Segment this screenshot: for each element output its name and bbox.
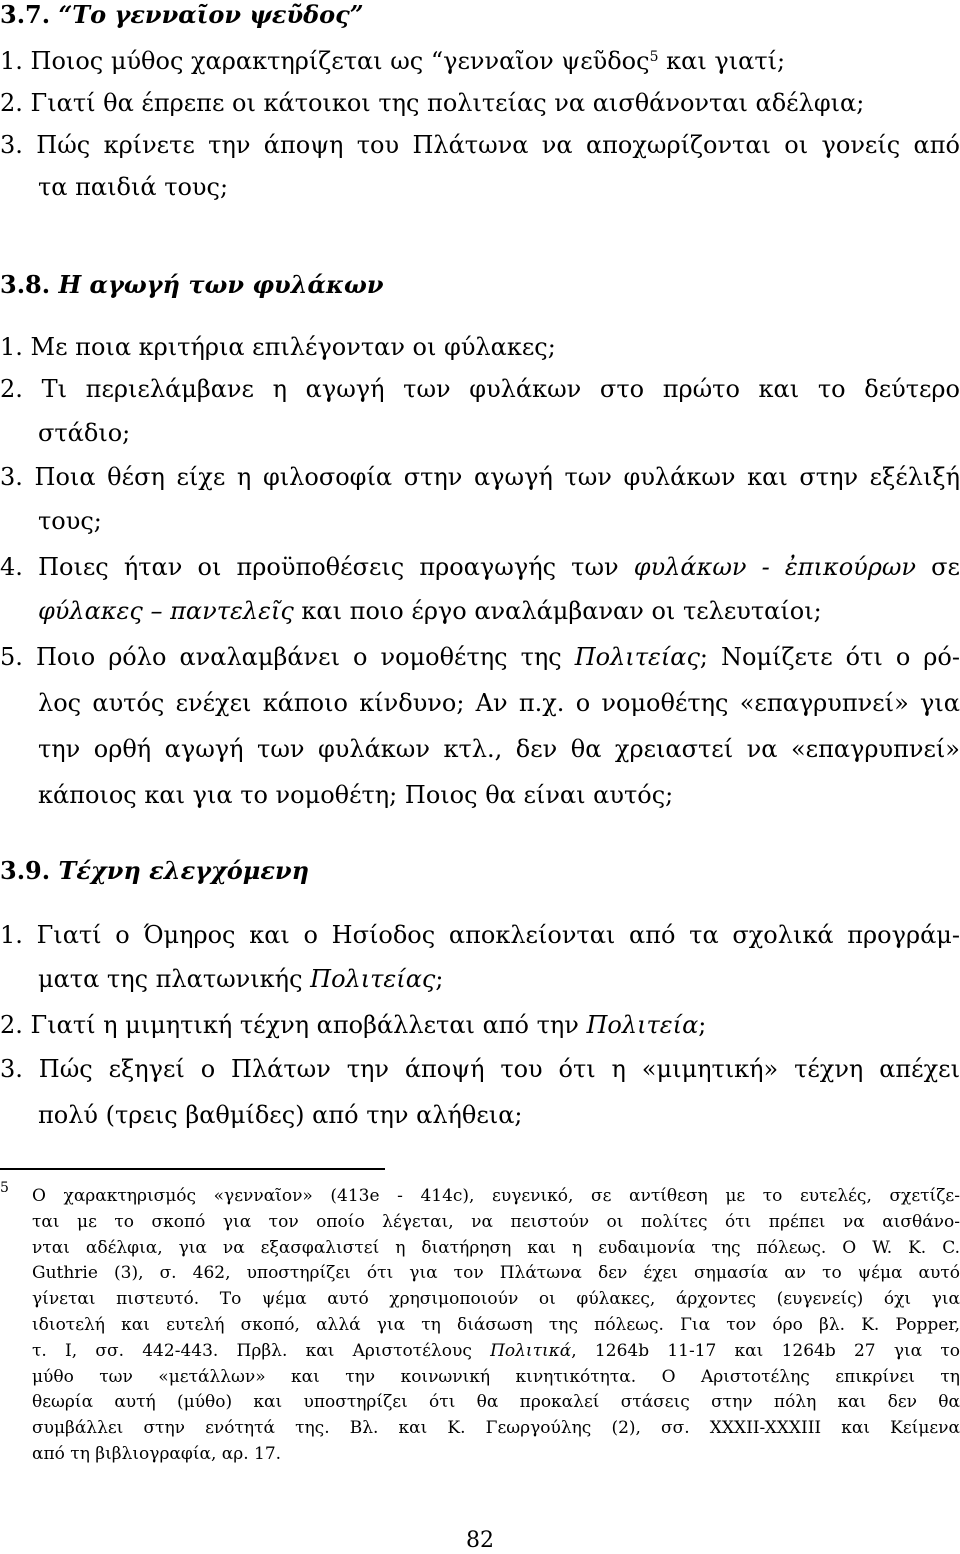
page-number: 82 — [466, 1528, 494, 1553]
question-3-8-5-line4: κάποιος και για το νομοθέτη; Ποιος θα είναι αυτός; — [38, 781, 674, 809]
question-3-7-3: 3. Πώς κρίνετε την άποψη του Πλάτωνα να αποχωρίζονται οι γονείς από — [0, 131, 960, 159]
section-title: “Το γενναῖον ψεῦδος” — [58, 0, 364, 29]
question-3-8-3: 3. Ποια θέση είχε η φιλοσοφία στην αγωγή των φυλάκων και στην εξέλιξή — [0, 463, 960, 491]
question-3-7-2: 2. Γιατί θα έπρεπε οι κάτοικοι της πολιτείας να αισθάνονται αδέλφια; — [0, 89, 865, 117]
question-3-8-5-line2: λος αυτός ενέχει κάποιο κίνδυνο; Αν π.χ. ο νομοθέτης «επαγρυπνεί» για — [38, 689, 960, 717]
footnote-line-7: τ. I, σσ. 442-443. Πρβλ. και Αριστοτέλους Πολιτικά, 1264b 11-17 και 1264b 27 για το — [32, 1340, 960, 1361]
question-3-7-1: 1. Ποιος μύθος χαρακτηρίζεται ως “γενναῖον ψεῦδος$^5$ και γιατί; — [0, 47, 786, 75]
question-3-8-1: 1. Με ποια κριτήρια επιλέγονταν οι φύλακες; — [0, 333, 556, 361]
footnote-ref: 5 — [649, 49, 659, 65]
footnote: Ο χαρακτηρισμός «γενναῖον» (413e - 414c), ευγενικό, σε αντίθεση με το ευτελές, σχετίζε- ται με το σκοπό για τον οποίο λέγεται, να πειστούν οι πολίτες ότι πρέπει να αισθάνο- νται αδέλφια, για να εξασφαλιστεί η διατήρηση και η ευδαιμονία της πόλεως. Ο W. K. C. Guthrie (3), σ. 462, υποστηρίζει ότι για τον Πλάτωνα δεν έχει σημασία αν το ψέμα αυτό γίνεται πιστευτό. Το ψέμα αυτό χρησιμοποιούν οι φύλακες, άρχοντες (ευγενείς) όχι για ιδιοτελή και ευτελή σκοπό, αλλά για τη διάσωση της πόλεως. Για τον όρο βλ. K. Popper, τ. I, σσ. 442-443. Πρβλ. και Αριστοτέλους Πολιτικά, 1264b 11-17 και 1264b 27 για το μύθο των «μετάλλων» και την κοινωνική κινητικότητα. Ο Αριστοτέλης επικρίνει τη θεωρία αυτή (μύθο) και υποστηρίζει ότι θα προκαλεί στάσεις στην πόλη και δεν θα συμβάλλει στην ενότητά της. Βλ. και Κ. Γεωργούλης (2), σσ. XXXII-XXXIII και Κείμενα από τη βιβλιογραφία, αρ. 17. — [32, 1186, 960, 1464]
section-heading-3-7 — [0, 0, 364, 29]
question-3-9-1: 1. Γιατί ο Όμηρος και ο Ησίοδος αποκλείονται από τα σχολικά προγράμ- — [0, 921, 960, 949]
question-3-8-5: 5. Ποιο ρόλο αναλαμβάνει ο νομοθέτης της Πολιτείας; Νομίζετε ότι ο ρό- — [0, 643, 960, 671]
question-3-8-4-cont: φύλακες – παντελεῖς και ποιο έργο αναλάμβαναν οι τελευταίοι; — [38, 597, 822, 625]
question-3-9-1-cont: ματα της πλατωνικής Πολιτείας; — [38, 965, 444, 993]
question-3-7-3-cont: τα παιδιά τους; — [38, 173, 229, 201]
footnote-separator — [0, 1168, 385, 1170]
question-3-8-5-line3: την ορθή αγωγή των φυλάκων κτλ., δεν θα χρειαστεί να «επαγρυπνεί» — [38, 735, 960, 763]
question-3-8-2-cont: στάδιο; — [38, 419, 131, 447]
section-number: 3.7. — [0, 0, 51, 29]
section-heading-3-8: 3.8. Η αγωγή των φυλάκων — [0, 270, 384, 299]
question-3-9-2: 2. Γιατί η μιμητική τέχνη αποβάλλεται από την Πολιτεία; — [0, 1011, 707, 1039]
question-3-8-4: 4. Ποιες ήταν οι προϋποθέσεις προαγωγής των φυλάκων - ἐπικούρων σε — [0, 553, 960, 581]
question-3-8-3-cont: τους; — [38, 507, 102, 535]
question-3-9-3: 3. Πώς εξηγεί ο Πλάτων την άποψή του ότι η «μιμητική» τέχνη απέχει — [0, 1055, 960, 1083]
question-3-9-3-cont: πολύ (τρεις βαθμίδες) από την αλήθεια; — [38, 1101, 523, 1129]
footnote-marker: 5 — [0, 1180, 9, 1196]
question-3-8-2: 2. Τι περιελάμβανε η αγωγή των φυλάκων στο πρώτο και το δεύτερο — [0, 375, 960, 403]
section-heading-3-9: 3.9. Τέχνη ελεγχόμενη — [0, 856, 310, 885]
